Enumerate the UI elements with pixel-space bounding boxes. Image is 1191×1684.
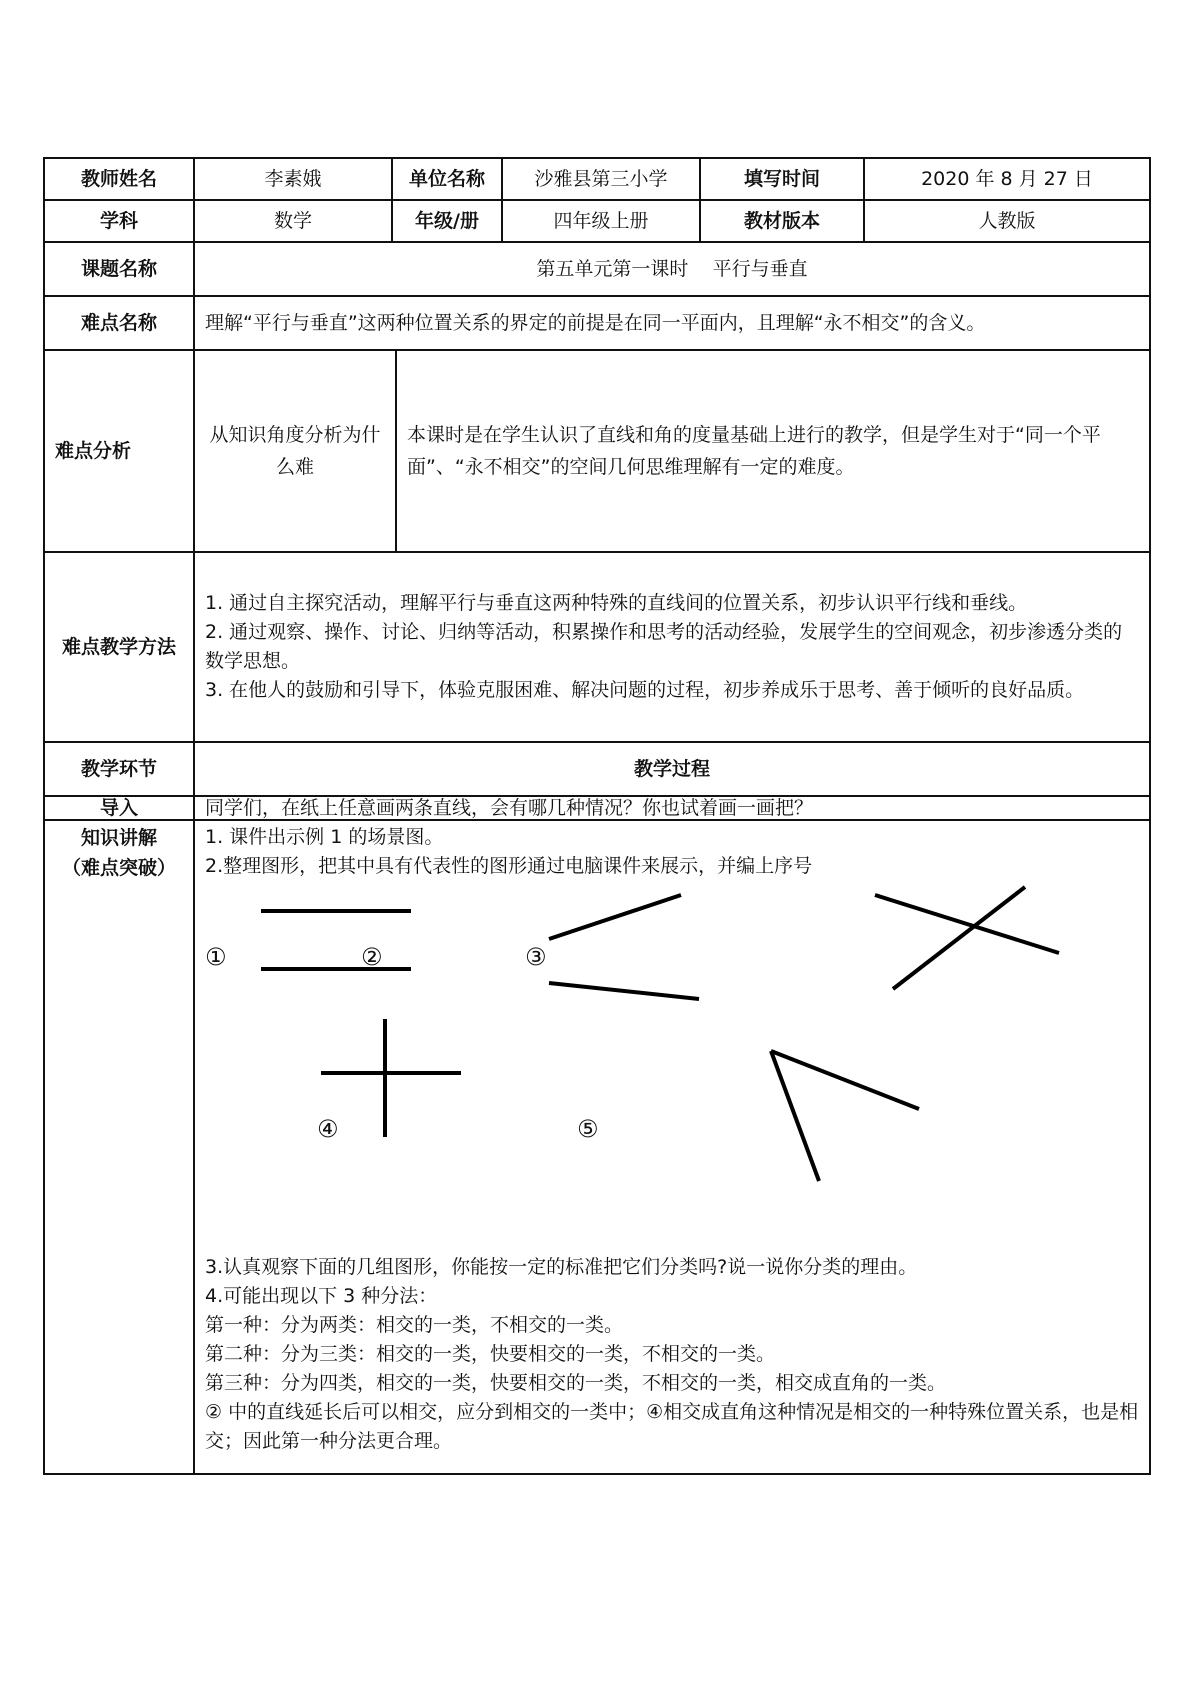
knowledge-line: ② 中的直线延长后可以相交，应分到相交的一类中；④相交成直角这种情况是相交的一种特殊位置关系，也是相交；因此第一种分法更合理。 — [205, 1401, 1139, 1452]
teacher-value: 李素娥 — [194, 158, 392, 200]
edition-value: 人教版 — [864, 200, 1150, 242]
topic-label: 课题名称 — [44, 242, 194, 296]
intro-label: 导入 — [44, 796, 194, 820]
process-label: 教学环节 — [44, 742, 194, 796]
angle-line-lower — [771, 1051, 819, 1181]
process-header-row — [44, 742, 1150, 796]
difficulty-row — [44, 296, 1150, 350]
line-figures — [205, 883, 1155, 1253]
analysis-row — [44, 350, 1150, 552]
figure-3-line-upper — [549, 895, 681, 939]
knowledge-label: 知识讲解 — [80, 827, 157, 849]
knowledge-sublabel: （难点突破） — [61, 857, 176, 879]
edition-label: 教材版本 — [700, 200, 864, 242]
topic-value: 第五单元第一课时 平行与垂直 — [194, 242, 1150, 296]
process-title: 教学过程 — [194, 742, 1150, 796]
header-row-2 — [44, 200, 1150, 242]
line-figures-svg — [205, 883, 1155, 1253]
time-label: 填写时间 — [700, 158, 864, 200]
method-item: 3. 在他人的鼓励和引导下，体验克服困难、解决问题的过程，初步养成乐于思考、善于倾听的良好品质。 — [205, 679, 1085, 701]
intro-value: 同学们，在纸上任意画两条直线，会有哪几种情况？你也试着画一画把？ — [194, 796, 1150, 820]
knowledge-line: 4.可能出现以下 3 种分法： — [205, 1285, 438, 1307]
knowledge-line: 第一种：分为两类：相交的一类，不相交的一类。 — [205, 1314, 624, 1336]
intro-row — [44, 796, 1150, 820]
knowledge-line: 1. 课件出示例 1 的场景图。 — [205, 826, 444, 848]
knowledge-line: 第二种：分为三类：相交的一类，快要相交的一类，不相交的一类。 — [205, 1343, 776, 1365]
unit-value: 沙雅县第三小学 — [502, 158, 700, 200]
angle-line-upper — [771, 1051, 919, 1109]
method-item: 2. 通过观察、操作、讨论、归纳等活动，积累操作和思考的活动经验，发展学生的空间观念，初步渗透分类的数学思想。 — [205, 621, 1123, 672]
time-value: 2020 年 8 月 27 日 — [864, 158, 1150, 200]
analysis-cell — [194, 350, 1150, 552]
crossing-line-a — [875, 895, 1059, 953]
difficulty-label: 难点名称 — [44, 296, 194, 350]
knowledge-row — [44, 820, 1150, 1474]
lesson-plan-table — [43, 157, 1151, 1475]
knowledge-line: 第三种：分为四类，相交的一类，快要相交的一类，不相交的一类，相交成直角的一类。 — [205, 1372, 947, 1394]
header-row-1 — [44, 158, 1150, 200]
method-item: 1. 通过自主探究活动，理解平行与垂直这两种特殊的直线间的位置关系，初步认识平行线和垂线。 — [205, 592, 1028, 614]
method-label: 难点教学方法 — [44, 552, 194, 742]
subject-label: 学科 — [44, 200, 194, 242]
analysis-label: 难点分析 — [44, 350, 194, 552]
method-cell — [194, 552, 1150, 742]
analysis-inner-table — [195, 351, 1149, 551]
knowledge-label-cell — [44, 820, 194, 1474]
knowledge-line: 3.认真观察下面的几组图形，你能按一定的标准把它们分类吗?说一说你分类的理由。 — [205, 1256, 918, 1278]
knowledge-line: 2.整理图形，把其中具有代表性的图形通过电脑课件来展示，并编上序号 — [205, 855, 813, 877]
topic-row — [44, 242, 1150, 296]
grade-value: 四年级上册 — [502, 200, 700, 242]
figure-number-1: ① — [205, 943, 227, 971]
unit-label: 单位名称 — [392, 158, 502, 200]
difficulty-value: 理解“平行与垂直”这两种位置关系的界定的前提是在同一平面内，且理解“永不相交”的含义。 — [194, 296, 1150, 350]
figure-number-4: ④ — [317, 1115, 339, 1143]
lesson-plan-sheet — [43, 157, 1149, 1475]
teacher-label: 教师姓名 — [44, 158, 194, 200]
figure-number-3: ③ — [525, 943, 547, 971]
method-row — [44, 552, 1150, 742]
subject-value: 数学 — [194, 200, 392, 242]
figure-number-2: ② — [361, 943, 383, 971]
analysis-sub-label: 从知识角度分析为什么难 — [195, 351, 396, 551]
knowledge-cell — [194, 820, 1150, 1474]
figure-3-line-lower — [549, 983, 699, 999]
grade-label: 年级/册 — [392, 200, 502, 242]
analysis-value: 本课时是在学生认识了直线和角的度量基础上进行的教学，但是学生对于“同一个平面”、“永不相交”的空间几何思维理解有一定的难度。 — [407, 424, 1101, 478]
figure-number-5: ⑤ — [577, 1115, 599, 1143]
